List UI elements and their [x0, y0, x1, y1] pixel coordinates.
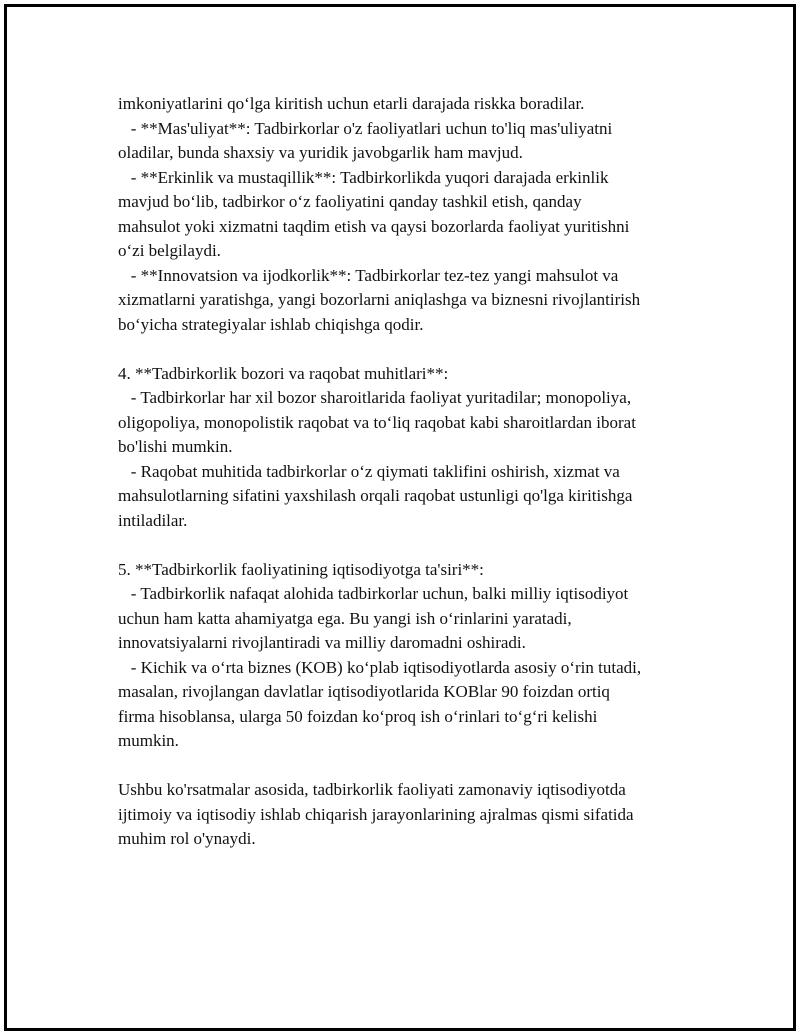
- document-body: [118, 92, 698, 852]
- text-line: - **Erkinlik va mustaqillik**: Tadbirkorlikda yuqori darajada erkinlik: [118, 167, 609, 187]
- section-4-market-competition: [118, 362, 698, 534]
- conclusion-paragraph: [118, 778, 698, 852]
- section-heading: 5. **Tadbirkorlik faoliyatining iqtisodiyotga ta'siri**:: [118, 559, 484, 579]
- paragraph-gap: [118, 533, 698, 558]
- text-line: - Tadbirkorlar har xil bozor sharoitlarida faoliyat yuritadilar; monopoliya,: [118, 388, 632, 407]
- paragraph-gap: [118, 754, 698, 779]
- paragraph-gap: [118, 337, 698, 362]
- text-line: - **Mas'uliyat**: Tadbirkorlar o'z faoliyatlari uchun to'liq mas'uliyatni: [118, 118, 613, 138]
- text-line: Ushbu ko'rsatmalar asosida, tadbirkorlik faoliyati zamonaviy iqtisodiyotda: [118, 780, 626, 799]
- text-line: firma hisoblansa, ularga 50 foizdan ko‘proq ish o‘rinlari to‘g‘ri kelishi: [118, 706, 598, 726]
- text-line: mahsulot yoki xizmatni taqdim etish va qaysi bozorlarda faoliyat yuritishni: [118, 216, 630, 236]
- text-line: mumkin.: [118, 731, 179, 750]
- paragraph-responsibilities: [118, 92, 698, 337]
- text-line: ijtimoiy va iqtisodiy ishlab chiqarish jarayonlarining ajralmas qismi sifatida: [118, 804, 634, 824]
- text-line: xizmatlarni yaratishga, yangi bozorlarni aniqlashga va biznesni rivojlantirish: [118, 290, 641, 309]
- text-line: o‘zi belgilaydi.: [118, 241, 221, 260]
- text-line: - Kichik va o‘rta biznes (KOB) ko‘plab iqtisodiyotlarda asosiy o‘rin tutadi,: [118, 657, 642, 677]
- text-line: innovatsiyalarni rivojlantiradi va milliy daromadni oshiradi.: [118, 633, 526, 652]
- section-5-economic-impact: [118, 558, 698, 754]
- text-line: bo‘yicha strategiyalar ishlab chiqishga qodir.: [118, 314, 424, 334]
- text-line: - **Innovatsion va ijodkorlik**: Tadbirkorlar tez-tez yangi mahsulot va: [118, 265, 619, 285]
- section-heading: 4. **Tadbirkorlik bozori va raqobat muhitlari**:: [118, 363, 449, 383]
- text-line: - Tadbirkorlik nafaqat alohida tadbirkorlar uchun, balki milliy iqtisodiyot: [118, 584, 629, 603]
- text-line: bo'lishi mumkin.: [118, 437, 233, 456]
- text-line: intiladilar.: [118, 510, 188, 530]
- text-line: masalan, rivojlangan davlatlar iqtisodiyotlarida KOBlar 90 foizdan ortiq: [118, 682, 610, 701]
- text-line: muhim rol o'ynaydi.: [118, 829, 256, 848]
- text-line: mavjud bo‘lib, tadbirkor o‘z faoliyatini qanday tashkil etish, qanday: [118, 192, 582, 211]
- text-line: oladilar, bunda shaxsiy va yuridik javobgarlik ham mavjud.: [118, 143, 523, 162]
- text-line: imkoniyatlarini qo‘lga kiritish uchun etarli darajada riskka boradilar.: [118, 94, 585, 113]
- text-line: mahsulotlarning sifatini yaxshilash orqali raqobat ustunligi qo'lga kiritishga: [118, 486, 633, 505]
- text-line: uchun ham katta ahamiyatga ega. Bu yangi ish o‘rinlarini yaratadi,: [118, 608, 572, 628]
- text-line: - Raqobat muhitida tadbirkorlar o‘z qiymati taklifini oshirish, xizmat va: [118, 461, 620, 481]
- text-line: oligopoliya, monopolistik raqobat va to‘liq raqobat kabi sharoitlardan iborat: [118, 412, 636, 432]
